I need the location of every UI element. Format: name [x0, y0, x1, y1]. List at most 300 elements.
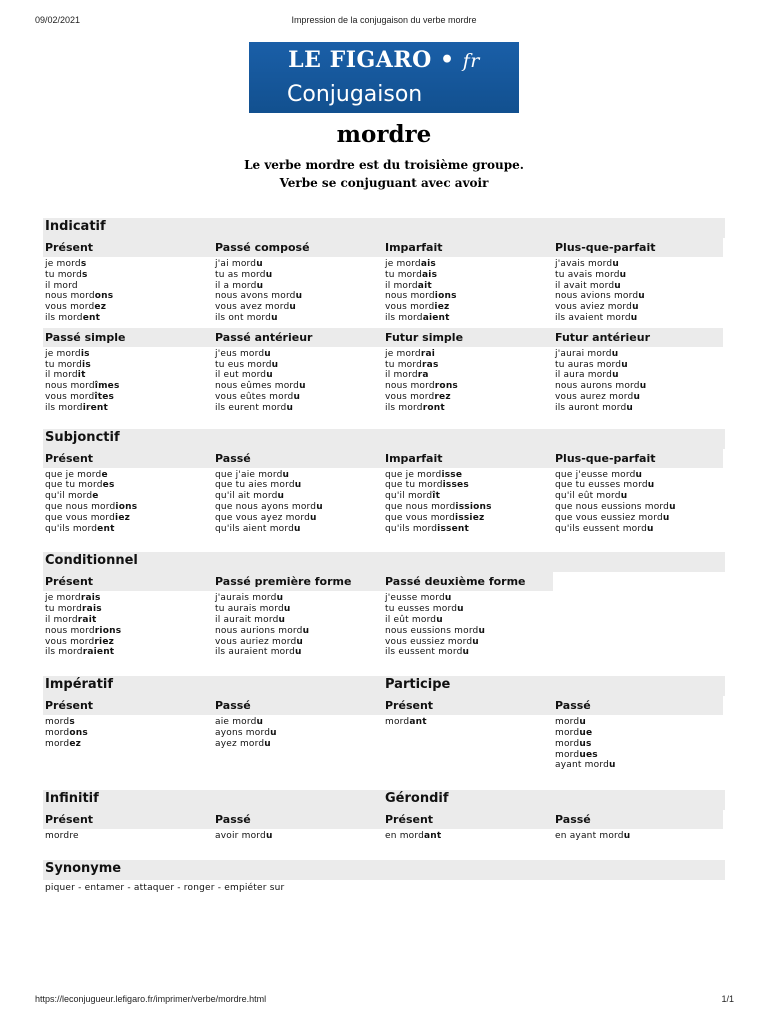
conjugation-stem: avoir mord — [215, 831, 266, 842]
conjugation-line — [385, 717, 553, 728]
tense-row — [43, 696, 725, 775]
conjugation-ending: u — [444, 593, 452, 604]
conjugation-ending: u — [619, 269, 627, 280]
conjugation-ending: ons — [69, 727, 88, 738]
conjugation-stem: qu'ils mord — [385, 523, 438, 534]
conjugation-forms — [213, 591, 383, 662]
conjugation-ending: u — [457, 604, 464, 615]
conjugation-ending: u — [266, 370, 273, 381]
conjugation-line — [215, 593, 383, 604]
conjugation-stem: tu auras mord — [555, 359, 622, 370]
conjugation-line — [385, 480, 553, 491]
conjugation-ending: u — [289, 302, 296, 313]
conjugation-line — [385, 349, 553, 360]
conjugation-ending: u — [436, 614, 443, 625]
conjugation-line — [45, 360, 213, 371]
tense-block — [43, 810, 213, 846]
conjugation-stem: que vous eussiez mord — [555, 512, 663, 523]
conjugation-line — [215, 270, 383, 281]
conjugation-ending: ue — [579, 727, 593, 738]
conjugation-ending: u — [612, 370, 619, 381]
conjugation-line — [555, 470, 723, 481]
conjugation-stem: que nous mord — [385, 501, 456, 512]
section-conditionnel — [43, 552, 725, 662]
conjugation-stem: mord — [555, 738, 580, 749]
conjugation-stem: je mord — [45, 593, 81, 604]
conjugation-stem: ils auront mord — [555, 402, 627, 413]
conjugation-ending: ions — [115, 501, 138, 512]
conjugation-stem: que je mord — [45, 469, 102, 480]
conjugation-line — [215, 349, 383, 360]
conjugation-line — [45, 291, 213, 302]
tense-name: Passé première forme — [213, 572, 383, 591]
conjugation-line — [385, 291, 553, 302]
conjugation-ending: u — [276, 593, 284, 604]
conjugation-forms — [43, 347, 213, 418]
conjugation-stem: que nous mord — [45, 501, 116, 512]
conjugation-stem: nous aurions mord — [215, 625, 303, 636]
conjugation-line — [555, 349, 723, 360]
conjugation-ending: u — [256, 259, 263, 269]
conjugation-line — [45, 302, 213, 313]
conjugation-stem: mord — [45, 727, 70, 738]
conjugation-line — [555, 831, 723, 842]
conjugation-ending: ît — [432, 491, 441, 502]
conjugation-forms — [383, 257, 553, 328]
conjugation-ending: es — [102, 480, 115, 491]
conjugation-ending: rons — [434, 381, 458, 392]
conjugation-stem: j'aurais mord — [215, 593, 277, 604]
conjugation-stem: mord — [555, 727, 580, 738]
conjugation-stem: il mord — [385, 280, 418, 291]
conjugation-stem: aie mord — [215, 717, 257, 728]
conjugation-line — [385, 831, 553, 842]
conjugation-stem: mord — [555, 749, 580, 760]
conjugation-stem: nous mord — [45, 291, 95, 302]
conjugation-stem: ils mord — [385, 402, 423, 413]
tense-block — [553, 449, 723, 539]
conjugation-line — [385, 302, 553, 313]
section-header — [43, 676, 725, 696]
tense-name: Plus-que-parfait — [553, 238, 723, 257]
tense-block — [553, 810, 723, 846]
tense-name: Présent — [43, 449, 213, 468]
conjugation-ending: ais — [422, 269, 438, 280]
conjugation-stem: tu eusses mord — [385, 604, 458, 615]
conjugation-ending: ez — [94, 302, 107, 313]
figaro-conjugaison-logo[interactable] — [249, 42, 519, 113]
tense-row — [43, 238, 725, 328]
conjugation-stem: je mord — [45, 348, 81, 359]
conjugation-forms — [213, 829, 383, 846]
conjugation-stem: que nous ayons mord — [215, 501, 317, 512]
tense-block — [43, 328, 213, 418]
conjugation-stem: qu'ils eussent mord — [555, 523, 648, 534]
conjugation-line — [215, 615, 383, 626]
conjugation-stem: j'eusse mord — [385, 593, 445, 604]
conjugation-stem: ils mord — [385, 312, 423, 323]
conjugation-line — [555, 717, 723, 728]
tense-name: Passé — [213, 810, 383, 829]
conjugation-ending: u — [286, 402, 294, 413]
conjugation-line — [215, 313, 383, 324]
conjugation-ending: issiez — [455, 512, 485, 523]
conjugation-forms — [213, 257, 383, 328]
conjugation-line — [215, 513, 383, 524]
conjugation-ending: u — [632, 302, 639, 313]
conjugation-ending: u — [278, 614, 286, 625]
conjugation-line — [215, 392, 383, 403]
conjugation-line — [45, 728, 213, 739]
conjugation-line — [45, 637, 213, 648]
conjugation-line — [555, 524, 723, 535]
conjugation-ending: ant — [409, 717, 427, 728]
tense-block — [383, 572, 553, 662]
conjugation-line — [45, 403, 213, 414]
conjugation-ending: it — [77, 370, 86, 381]
conjugation-stem: ils mord — [45, 647, 83, 658]
conjugation-ending: ent — [82, 312, 101, 323]
conjugation-stem: il aura mord — [555, 370, 613, 381]
tense-name: Présent — [43, 810, 213, 829]
conjugation-line — [385, 491, 553, 502]
conjugation-forms — [43, 591, 213, 662]
tense-row — [43, 572, 725, 662]
conjugation-stem: tu avais mord — [555, 269, 620, 280]
tense-block — [43, 449, 213, 539]
conjugation-stem: que vous mord — [45, 512, 116, 523]
conjugation-ending: u — [302, 625, 310, 636]
conjugation-line — [45, 370, 213, 381]
conjugation-ending: u — [293, 391, 301, 402]
conjugation-line — [385, 524, 553, 535]
conjugation-ending: u — [271, 359, 279, 370]
conjugation-stem: que tu mord — [385, 480, 443, 491]
tense-name: Passé — [213, 449, 383, 468]
conjugation-line — [45, 281, 213, 292]
conjugation-line — [45, 270, 213, 281]
conjugation-stem: mord — [45, 717, 70, 728]
conjugation-stem: tu mord — [385, 359, 423, 370]
conjugation-line — [45, 524, 213, 535]
conjugation-ending: u — [639, 381, 647, 392]
tense-name: Futur antérieur — [553, 328, 723, 347]
conjugation-stem: j'aurai mord — [555, 348, 612, 359]
conjugation-ending: u — [626, 402, 634, 413]
conjugation-line — [45, 502, 213, 513]
conjugation-line — [45, 626, 213, 637]
conjugation-line — [385, 626, 553, 637]
conjugation-ending: u — [310, 512, 317, 523]
conjugation-ending: rais — [82, 604, 102, 615]
conjugation-ending: isses — [442, 480, 469, 491]
conjugation-stem: que je mord — [385, 469, 442, 480]
section-title: Gérondif — [385, 791, 449, 807]
conjugation-line — [45, 647, 213, 658]
conjugation-line — [385, 604, 553, 615]
conjugation-line — [45, 615, 213, 626]
conjugation-stem: vous mord — [45, 391, 95, 402]
tense-row — [43, 810, 725, 846]
conjugation-forms — [383, 347, 553, 418]
tense-block — [213, 449, 383, 539]
conjugation-stem: que tu eusses mord — [555, 480, 648, 491]
conjugation-ending: iez — [115, 512, 131, 523]
conjugation-ending: u — [662, 512, 670, 523]
conjugation-line — [555, 302, 723, 313]
conjugation-line — [555, 750, 723, 761]
conjugation-stem: nous mord — [45, 625, 95, 636]
conjugation-stem: il mord — [45, 370, 78, 381]
tense-block — [383, 810, 553, 846]
conjugation-line — [555, 291, 723, 302]
section-header — [43, 429, 725, 449]
conjugation-line — [385, 647, 553, 658]
conjugation-stem: nous avions mord — [555, 291, 639, 302]
synonym-list: piquer - entamer - attaquer - ronger - empiéter sur — [45, 882, 285, 893]
conjugation-stem: mordre — [45, 831, 79, 842]
conjugation-ending: rais — [80, 593, 101, 604]
conjugation-line — [555, 259, 723, 270]
tense-name: Futur simple — [383, 328, 553, 347]
tense-block — [213, 696, 383, 775]
conjugation-ending: ras — [422, 359, 439, 370]
conjugation-stem: que nous eussions mord — [555, 501, 670, 512]
conjugation-stem: il mord — [385, 370, 418, 381]
conjugation-line — [555, 502, 723, 513]
conjugation-line — [555, 381, 723, 392]
conjugation-stem: ils ont mord — [215, 312, 272, 323]
conjugation-forms — [213, 715, 383, 753]
conjugation-line — [215, 647, 383, 658]
conjugation-line — [555, 392, 723, 403]
conjugation-ending: u — [621, 359, 628, 370]
conjugation-ending: u — [282, 469, 290, 480]
conjugation-line — [555, 370, 723, 381]
conjugation-stem: vous aviez mord — [555, 302, 633, 313]
print-footer — [0, 994, 768, 1008]
conjugation-line — [215, 739, 383, 750]
conjugation-ending: ra — [417, 370, 429, 381]
conjugation-stem: j'ai mord — [215, 259, 257, 269]
verb-group-text: Le verbe mordre est du troisième groupe. — [244, 158, 524, 172]
conjugation-forms — [553, 715, 723, 775]
conjugation-line — [385, 313, 553, 324]
conjugation-forms — [213, 468, 383, 539]
conjugation-stem: il aurait mord — [215, 614, 279, 625]
conjugation-ending: u — [633, 391, 641, 402]
conjugation-stem: que tu aies mord — [215, 480, 295, 491]
conjugation-line — [385, 281, 553, 292]
conjugation-stem: vous eussiez mord — [385, 636, 473, 647]
tense-name: Passé antérieur — [213, 328, 383, 347]
conjugation-ending: u — [478, 625, 486, 636]
conjugation-forms — [213, 347, 383, 418]
tense-block — [43, 572, 213, 662]
section-title: Indicatif — [45, 219, 106, 234]
print-title: Impression de la conjugaison du verbe mordre — [291, 15, 477, 25]
conjugation-stem: vous mord — [385, 391, 435, 402]
conjugation-ending: ez — [69, 738, 82, 749]
conjugation-stem: ayant mord — [555, 760, 609, 771]
conjugation-stem: nous eûmes mord — [215, 381, 300, 392]
conjugation-line — [385, 615, 553, 626]
conjugation-line — [45, 513, 213, 524]
conjugation-stem: qu'il mord — [45, 491, 93, 502]
conjugation-line — [555, 313, 723, 324]
section-imperatif — [43, 676, 725, 775]
section-synonyme — [43, 860, 725, 894]
conjugation-ending: ons — [94, 291, 114, 302]
conjugation-line — [385, 370, 553, 381]
conjugation-stem: il a mord — [215, 280, 257, 291]
tense-block — [553, 696, 723, 775]
section-header — [43, 218, 725, 238]
conjugation-line — [215, 381, 383, 392]
tense-row — [43, 449, 725, 539]
conjugation-ending: u — [608, 760, 616, 771]
tense-block — [213, 810, 383, 846]
conjugation-ending: u — [612, 259, 619, 269]
conjugation-stem: qu'il eût mord — [555, 491, 621, 502]
conjugation-line — [385, 593, 553, 604]
conjugation-stem: vous mord — [45, 302, 95, 313]
conjugation-ending: u — [579, 717, 586, 728]
conjugation-ending: rions — [94, 625, 122, 636]
conjugation-ending: rez — [434, 391, 451, 402]
conjugation-forms — [383, 591, 553, 662]
tense-name: Plus-que-parfait — [553, 449, 723, 468]
conjugation-ending: ant — [424, 831, 442, 842]
conjugation-stem: en ayant mord — [555, 831, 624, 842]
conjugation-stem: ils mord — [45, 312, 83, 323]
conjugation-stem: je mord — [385, 259, 421, 269]
conjugation-line — [215, 831, 383, 842]
conjugation-stem: tu mord — [385, 269, 423, 280]
conjugation-line — [555, 491, 723, 502]
conjugation-ending: ait — [417, 280, 432, 291]
conjugation-stem: vous eûtes mord — [215, 391, 294, 402]
conjugation-line — [215, 728, 383, 739]
conjugation-ending: e — [92, 491, 99, 502]
conjugation-stem: ils avaient mord — [555, 312, 631, 323]
conjugation-stem: ayez mord — [215, 738, 265, 749]
section-header — [43, 790, 725, 810]
conjugation-ending: issent — [437, 523, 469, 534]
tense-block — [383, 449, 553, 539]
section-title: Conditionnel — [45, 553, 138, 569]
conjugation-stem: qu'il ait mord — [215, 491, 278, 502]
conjugation-line — [45, 313, 213, 324]
conjugation-ending: u — [647, 523, 654, 534]
conjugation-stem: il eut mord — [215, 370, 267, 381]
conjugation-ending: u — [295, 647, 302, 658]
tense-name: Passé deuxième forme — [383, 572, 553, 591]
conjugation-stem: il avait mord — [555, 280, 615, 291]
conjugation-line — [215, 524, 383, 535]
conjugation-stem: mord — [385, 717, 410, 728]
conjugation-ending: u — [270, 727, 277, 738]
conjugation-ending: îtes — [94, 391, 115, 402]
conjugation-stem: vous aurez mord — [555, 391, 634, 402]
conjugation-ending: riez — [94, 636, 115, 647]
tense-name: Passé composé — [213, 238, 383, 257]
conjugation-ending: irent — [82, 402, 109, 413]
conjugation-forms — [553, 347, 723, 418]
conjugation-stem: qu'ils mord — [45, 523, 98, 534]
tense-block — [43, 238, 213, 328]
conjugation-line — [555, 480, 723, 491]
print-url: https://leconjugueur.lefigaro.fr/imprimer/verbe/mordre.html — [35, 994, 267, 1004]
tense-name: Présent — [43, 572, 213, 591]
conjugation-line — [555, 403, 723, 414]
conjugation-line — [45, 491, 213, 502]
conjugation-forms — [43, 468, 213, 539]
conjugation-ending: u — [611, 348, 619, 359]
conjugation-stem: que j'aie mord — [215, 469, 283, 480]
conjugation-stem: que tu mord — [45, 480, 103, 491]
conjugation-ending: us — [579, 738, 592, 749]
conjugation-line — [215, 717, 383, 728]
conjugation-stem: qu'ils aient mord — [215, 523, 295, 534]
conjugation-forms — [553, 829, 723, 846]
conjugation-ending: u — [647, 480, 655, 491]
print-page-number: 1/1 — [721, 994, 734, 1004]
conjugation-forms — [553, 257, 723, 328]
tense-name: Passé — [213, 696, 383, 715]
conjugation-line — [385, 502, 553, 513]
tense-name: Présent — [43, 238, 213, 257]
conjugation-stem: ils mord — [45, 402, 83, 413]
conjugation-line — [45, 593, 213, 604]
conjugation-line — [385, 259, 553, 270]
conjugation-ending: issions — [455, 501, 492, 512]
print-date: 09/02/2021 — [35, 15, 81, 25]
tense-block — [553, 328, 723, 418]
conjugation-ending: rait — [77, 614, 97, 625]
conjugation-stem: que vous mord — [385, 512, 456, 523]
section-title: Synonyme — [45, 860, 122, 876]
conjugation-ending: ais — [420, 259, 436, 269]
tense-name: Présent — [383, 810, 553, 829]
conjugation-line — [385, 360, 553, 371]
conjugation-forms — [553, 468, 723, 539]
conjugation-stem: mord — [45, 738, 70, 749]
conjugation-stem: il mord — [45, 280, 78, 291]
section-infinitif — [43, 790, 725, 846]
conjugation-forms — [43, 715, 213, 753]
conjugation-stem: nous mord — [385, 291, 435, 302]
conjugation-line — [45, 717, 213, 728]
conjugation-line — [385, 392, 553, 403]
conjugation-stem: tu mord — [45, 359, 83, 370]
conjugation-stem: je mord — [45, 259, 81, 269]
section-title: Participe — [385, 677, 451, 693]
conjugation-stem: je mord — [385, 348, 421, 359]
conjugation-line — [555, 728, 723, 739]
conjugation-line — [555, 360, 723, 371]
conjugation-stem: il mord — [45, 614, 78, 625]
section-header — [43, 860, 725, 880]
conjugation-line — [555, 760, 723, 771]
conjugation-line — [215, 480, 383, 491]
print-header — [0, 15, 768, 29]
conjugation-stem: nous eussions mord — [385, 625, 479, 636]
conjugation-stem: nous mord — [385, 381, 435, 392]
conjugation-ending: u — [620, 491, 628, 502]
verb-auxiliary-text: Verbe se conjuguant avec avoir — [279, 176, 489, 190]
conjugation-ending: u — [265, 269, 273, 280]
